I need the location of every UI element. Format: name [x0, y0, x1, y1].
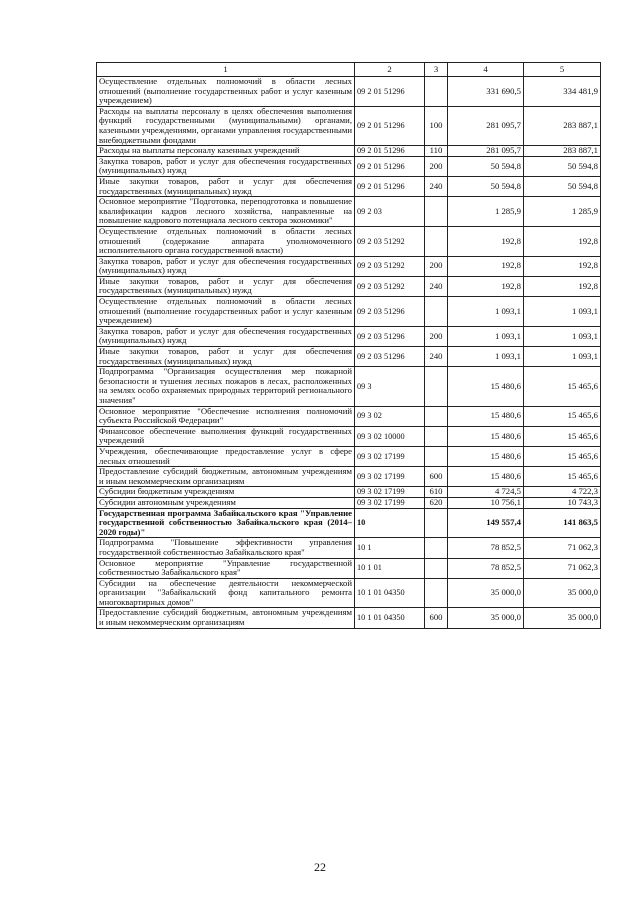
row-code-cell: 10 1 01 04350: [355, 608, 425, 628]
row-sum-2020-cell: 35 000,0: [524, 578, 601, 608]
row-code-cell: 09 3 02: [355, 406, 425, 426]
row-name-cell: Осуществление отдельных полномочий в области лесных отношений (содержание аппарата уполномоченного исполнительного органа государственной власти): [97, 226, 355, 256]
row-code-cell: 09 3 02 17199: [355, 467, 425, 487]
row-code-cell: 09 2 01 51296: [355, 106, 425, 145]
row-sum-2019-cell: 1 093,1: [448, 347, 524, 367]
row-sum-2019-cell: 35 000,0: [448, 578, 524, 608]
row-sum-2020-cell: 71 062,3: [524, 558, 601, 578]
row-name-cell: Закупка товаров, работ и услуг для обеспечения государственных (муниципальных) нужд: [97, 156, 355, 176]
row-code-cell: 10 1 01: [355, 558, 425, 578]
table-row: [97, 558, 601, 578]
row-sum-2019-cell: 281 095,7: [448, 146, 524, 157]
row-sum-2020-cell: 192,8: [524, 226, 601, 256]
row-code-cell: 09 2 03 51296: [355, 326, 425, 346]
row-vr-cell: 600: [425, 608, 448, 628]
row-sum-2020-cell: 283 887,1: [524, 106, 601, 145]
row-sum-2019-cell: 281 095,7: [448, 106, 524, 145]
row-sum-2019-cell: 15 480,6: [448, 426, 524, 446]
row-sum-2019-cell: 35 000,0: [448, 608, 524, 628]
row-name-cell: Подпрограмма "Повышение эффективности управления государственной собственностью Забайкальского края": [97, 538, 355, 558]
row-name-cell: Расходы на выплаты персоналу в целях обеспечения выполнения функций государственными (муниципальными) органами, казенными учреждениями, органами управления государственными внебюджетными фондами: [97, 106, 355, 145]
row-vr-cell: 240: [425, 176, 448, 196]
table-row: [97, 156, 601, 176]
table-row: [97, 297, 601, 327]
row-code-cell: 09 3 02 17199: [355, 446, 425, 466]
table-row: [97, 406, 601, 426]
table-row: [97, 538, 601, 558]
row-name-cell: Закупка товаров, работ и услуг для обеспечения государственных (муниципальных) нужд: [97, 256, 355, 276]
table-row: [97, 508, 601, 538]
row-sum-2020-cell: 4 722,3: [524, 487, 601, 498]
row-code-cell: 09 2 01 51296: [355, 156, 425, 176]
header-cell-sum1: 4: [448, 63, 524, 77]
row-sum-2019-cell: 1 093,1: [448, 297, 524, 327]
row-vr-cell: [425, 406, 448, 426]
row-name-cell: Государственная программа Забайкальского края "Управление государственной собственностью Забайкальского края (2014–2020 годы)": [97, 508, 355, 538]
row-vr-cell: 200: [425, 156, 448, 176]
row-code-cell: 09 3: [355, 367, 425, 406]
row-code-cell: 09 2 03 51292: [355, 226, 425, 256]
table-row: [97, 426, 601, 446]
row-sum-2020-cell: 15 465,6: [524, 426, 601, 446]
table-row: [97, 106, 601, 145]
row-sum-2019-cell: 50 594,8: [448, 156, 524, 176]
header-cell-sum2: 5: [524, 63, 601, 77]
row-code-cell: 09 2 03 51296: [355, 347, 425, 367]
row-name-cell: Основное мероприятие "Управление государственной собственностью Забайкальского края": [97, 558, 355, 578]
row-sum-2019-cell: 50 594,8: [448, 176, 524, 196]
row-vr-cell: 600: [425, 467, 448, 487]
row-vr-cell: [425, 297, 448, 327]
row-name-cell: Расходы на выплаты персоналу казенных учреждений: [97, 146, 355, 157]
row-sum-2019-cell: 15 480,6: [448, 367, 524, 406]
row-name-cell: Осуществление отдельных полномочий в области лесных отношений (выполнение государственных работ и услуг казенным учреждением): [97, 297, 355, 327]
table-row: [97, 276, 601, 296]
budget-table: [96, 62, 601, 629]
row-sum-2019-cell: 192,8: [448, 256, 524, 276]
table-row: [97, 256, 601, 276]
row-code-cell: 09 2 01 51296: [355, 146, 425, 157]
row-vr-cell: [425, 446, 448, 466]
header-row: [97, 63, 601, 77]
row-name-cell: Финансовое обеспечение выполнения функций государственных учреждений: [97, 426, 355, 446]
row-vr-cell: [425, 538, 448, 558]
row-sum-2019-cell: 78 852,5: [448, 558, 524, 578]
row-sum-2020-cell: 192,8: [524, 256, 601, 276]
table-row: [97, 197, 601, 227]
row-sum-2020-cell: 1 093,1: [524, 297, 601, 327]
table-row: [97, 347, 601, 367]
row-code-cell: 10: [355, 508, 425, 538]
row-code-cell: 09 3 02 17199: [355, 487, 425, 498]
row-vr-cell: [425, 558, 448, 578]
row-name-cell: Иные закупки товаров, работ и услуг для обеспечения государственных (муниципальных) нужд: [97, 176, 355, 196]
row-vr-cell: [425, 426, 448, 446]
page-number: 22: [314, 860, 326, 874]
row-name-cell: Субсидии на обеспечение деятельности некоммерческой организации "Забайкальский фонд капитального ремонта многоквартирных домов": [97, 578, 355, 608]
row-name-cell: Субсидии автономным учреждениям: [97, 497, 355, 508]
row-vr-cell: [425, 578, 448, 608]
row-sum-2019-cell: 10 756,1: [448, 497, 524, 508]
row-vr-cell: 110: [425, 146, 448, 157]
row-sum-2020-cell: 15 465,6: [524, 406, 601, 426]
row-vr-cell: 240: [425, 276, 448, 296]
row-sum-2019-cell: 149 557,4: [448, 508, 524, 538]
row-sum-2020-cell: 50 594,8: [524, 176, 601, 196]
row-vr-cell: 200: [425, 256, 448, 276]
row-sum-2019-cell: 4 724,5: [448, 487, 524, 498]
row-sum-2020-cell: 1 285,9: [524, 197, 601, 227]
row-sum-2019-cell: 331 690,5: [448, 77, 524, 107]
table-row: [97, 367, 601, 406]
row-code-cell: 09 3 02 17199: [355, 497, 425, 508]
row-vr-cell: [425, 197, 448, 227]
table-row: [97, 446, 601, 466]
row-name-cell: Субсидии бюджетным учреждениям: [97, 487, 355, 498]
row-name-cell: Осуществление отдельных полномочий в области лесных отношений (выполнение государственных работ и услуг казенным учреждением): [97, 77, 355, 107]
header-cell-code: 2: [355, 63, 425, 77]
row-sum-2020-cell: 192,8: [524, 276, 601, 296]
row-vr-cell: 240: [425, 347, 448, 367]
row-code-cell: 09 2 03 51292: [355, 256, 425, 276]
row-sum-2020-cell: 10 743,3: [524, 497, 601, 508]
table-row: [97, 176, 601, 196]
table-row: [97, 578, 601, 608]
row-vr-cell: 200: [425, 326, 448, 346]
row-sum-2020-cell: 1 093,1: [524, 347, 601, 367]
row-sum-2019-cell: 192,8: [448, 226, 524, 256]
table-row: [97, 497, 601, 508]
row-vr-cell: 100: [425, 106, 448, 145]
row-vr-cell: [425, 367, 448, 406]
row-sum-2020-cell: 50 594,8: [524, 156, 601, 176]
row-sum-2019-cell: 1 093,1: [448, 326, 524, 346]
row-name-cell: Подпрограмма "Организация осуществления мер пожарной безопасности и тушения лесных пожаров в лесах, расположенных на землях особо охраняемых природных территорий регионального значения": [97, 367, 355, 406]
row-name-cell: Основное мероприятие "Подготовка, переподготовка и повышение квалификации кадров лесного хозяйства, направленные на повышение кадрового потенциала лесного сектора экономики": [97, 197, 355, 227]
row-sum-2020-cell: 141 863,5: [524, 508, 601, 538]
row-sum-2020-cell: 283 887,1: [524, 146, 601, 157]
row-vr-cell: 620: [425, 497, 448, 508]
row-code-cell: 09 3 02 10000: [355, 426, 425, 446]
row-sum-2020-cell: 15 465,6: [524, 467, 601, 487]
row-sum-2019-cell: 192,8: [448, 276, 524, 296]
table-row: [97, 487, 601, 498]
row-code-cell: 09 2 03 51292: [355, 276, 425, 296]
table-row: [97, 326, 601, 346]
row-vr-cell: 610: [425, 487, 448, 498]
row-sum-2020-cell: 71 062,3: [524, 538, 601, 558]
row-sum-2020-cell: 1 093,1: [524, 326, 601, 346]
row-name-cell: Закупка товаров, работ и услуг для обеспечения государственных (муниципальных) нужд: [97, 326, 355, 346]
row-name-cell: Предоставление субсидий бюджетным, автономным учреждениям и иным некоммерческим организациям: [97, 467, 355, 487]
table-row: [97, 608, 601, 628]
row-vr-cell: [425, 77, 448, 107]
row-name-cell: Иные закупки товаров, работ и услуг для обеспечения государственных (муниципальных) нужд: [97, 347, 355, 367]
table-row: [97, 467, 601, 487]
row-code-cell: 10 1 01 04350: [355, 578, 425, 608]
row-code-cell: 09 2 03: [355, 197, 425, 227]
table-row: [97, 146, 601, 157]
row-name-cell: Учреждения, обеспечивающие предоставление услуг в сфере лесных отношений: [97, 446, 355, 466]
row-name-cell: Иные закупки товаров, работ и услуг для обеспечения государственных (муниципальных) нужд: [97, 276, 355, 296]
row-sum-2019-cell: 78 852,5: [448, 538, 524, 558]
table-row: [97, 77, 601, 107]
row-sum-2020-cell: 35 000,0: [524, 608, 601, 628]
header-cell-name: 1: [97, 63, 355, 77]
row-name-cell: Основное мероприятие "Обеспечение исполнения полномочий субъекта Российской Федерации": [97, 406, 355, 426]
row-code-cell: 09 2 01 51296: [355, 77, 425, 107]
row-sum-2020-cell: 15 465,6: [524, 367, 601, 406]
row-code-cell: 09 2 03 51296: [355, 297, 425, 327]
table-row: [97, 226, 601, 256]
row-code-cell: 10 1: [355, 538, 425, 558]
row-sum-2019-cell: 1 285,9: [448, 197, 524, 227]
header-cell-vr: 3: [425, 63, 448, 77]
row-sum-2020-cell: 15 465,6: [524, 446, 601, 466]
row-sum-2020-cell: 334 481,9: [524, 77, 601, 107]
row-sum-2019-cell: 15 480,6: [448, 406, 524, 426]
row-sum-2019-cell: 15 480,6: [448, 446, 524, 466]
table-body: [97, 77, 601, 629]
row-code-cell: 09 2 01 51296: [355, 176, 425, 196]
row-name-cell: Предоставление субсидий бюджетным, автономным учреждениям и иным некоммерческим организациям: [97, 608, 355, 628]
row-vr-cell: [425, 508, 448, 538]
row-sum-2019-cell: 15 480,6: [448, 467, 524, 487]
row-vr-cell: [425, 226, 448, 256]
